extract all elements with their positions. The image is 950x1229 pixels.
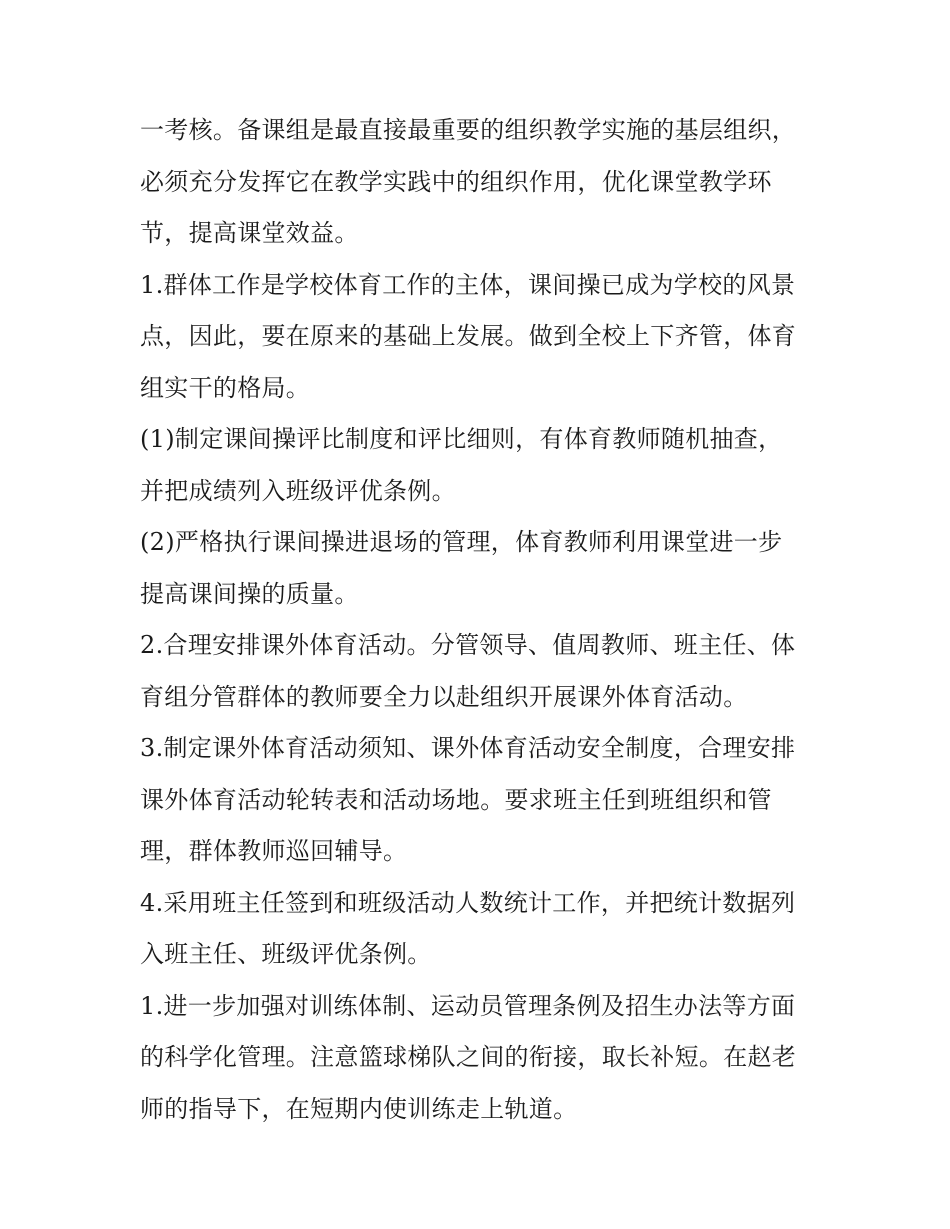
- text-line: 4.采用班主任签到和班级活动人数统计工作，并把统计数据列: [140, 888, 796, 917]
- text-line: 提高课间操的质量。: [140, 579, 359, 608]
- text-line: 必须充分发挥它在教学实践中的组织作用，优化课堂教学环: [140, 167, 772, 196]
- text-line: 育组分管群体的教师要全力以赴组织开展课外体育活动。: [140, 682, 748, 711]
- text-line: 2.合理安排课外体育活动。分管领导、值周教师、班主任、体: [140, 631, 796, 659]
- text-line: 的科学化管理。注意篮球梯队之间的衔接，取长补短。在赵老: [140, 1043, 797, 1071]
- text-line: 并把成绩列入班级评优条例。: [140, 476, 456, 505]
- text-line: 3.制定课外体育活动须知、课外体育活动安全制度，合理安排: [140, 734, 796, 762]
- body-text: [140, 107, 830, 1137]
- text-line: 1.进一步加强对训练体制、运动员管理条例及招生办法等方面: [140, 991, 796, 1020]
- text-line: 入班主任、班级评优条例。: [140, 940, 432, 968]
- text-line: 节，提高课堂效益。: [140, 219, 359, 247]
- text-line: 课外体育活动轮转表和活动场地。要求班主任到班组织和管: [140, 785, 772, 814]
- text-line: (2)严格执行课间操进退场的管理，体育教师利用课堂进一步: [140, 528, 783, 556]
- text-line: (1)制定课间操评比制度和评比细则，有体育教师随机抽查，: [140, 425, 783, 453]
- text-line: 组实干的格局。: [140, 373, 311, 402]
- text-line: 师的指导下，在短期内使训练走上轨道。: [140, 1094, 578, 1123]
- text-line: 理，群体教师巡回辅导。: [140, 837, 408, 865]
- text-line: 1.群体工作是学校体育工作的主体，课间操已成为学校的风景: [140, 270, 796, 299]
- text-line: 点，因此，要在原来的基础上发展。做到全校上下齐管，体育: [140, 322, 797, 350]
- text-line: 一考核。备课组是最直接最重要的组织教学实施的基层组织，: [140, 116, 797, 144]
